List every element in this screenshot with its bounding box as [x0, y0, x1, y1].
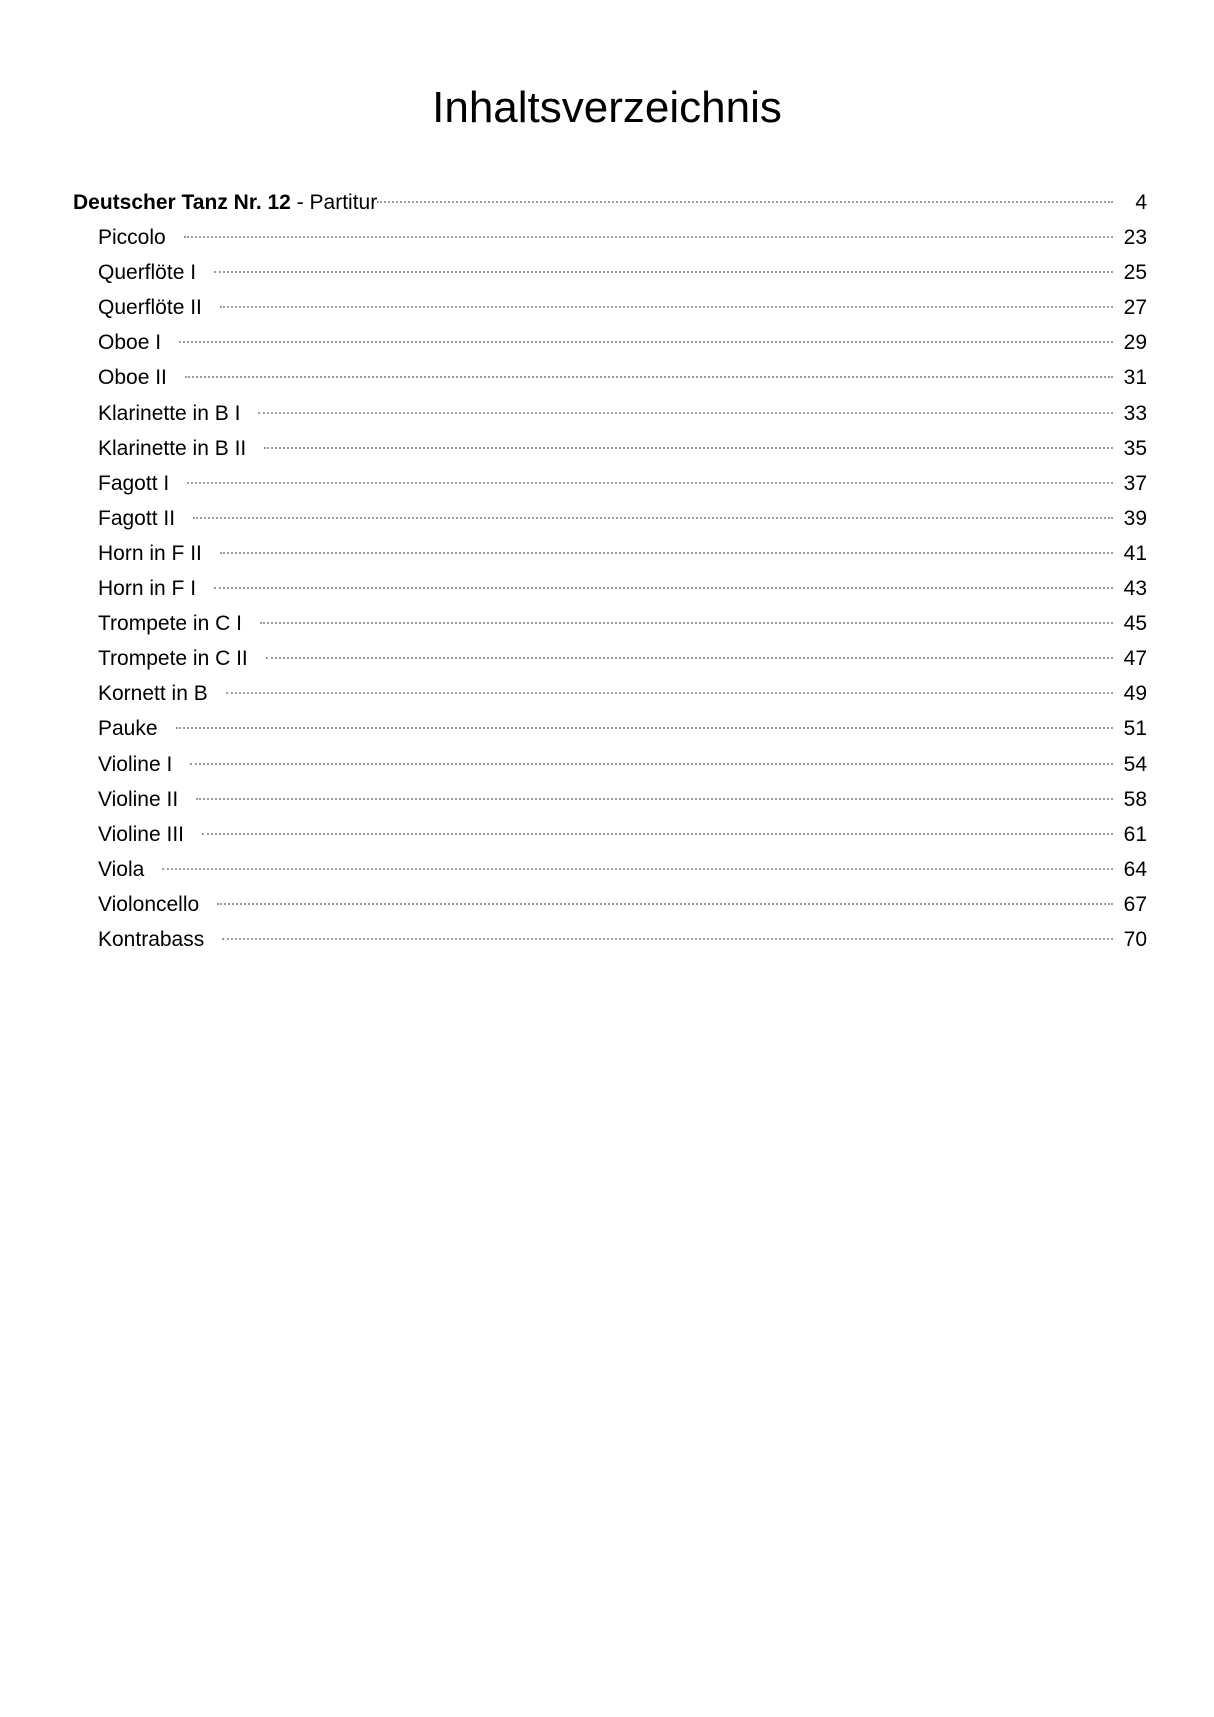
toc-entry-label: Querflöte I — [98, 261, 197, 285]
toc-page-number: 51 — [1123, 717, 1147, 741]
toc-entry-label: Kontrabass — [98, 927, 205, 951]
toc-page-number: 61 — [1123, 822, 1147, 846]
dot-leader — [222, 938, 1113, 940]
toc-entry-label: Violine I — [98, 752, 173, 776]
toc-entry-label: Querflöte II — [98, 296, 202, 320]
page-title: Inhaltsverzeichnis — [432, 83, 782, 132]
dot-leader — [179, 341, 1113, 343]
toc-page-number: 45 — [1123, 612, 1147, 636]
toc-entry-label: Violoncello — [98, 892, 200, 916]
dot-leader — [202, 833, 1113, 835]
table-of-contents — [73, 185, 1147, 957]
dot-leader — [196, 798, 1113, 800]
dot-leader — [217, 903, 1113, 905]
toc-entry-label: Trompete in C II — [98, 647, 248, 671]
toc-entry-label: Fagott II — [98, 506, 176, 530]
toc-page-number: 67 — [1123, 892, 1147, 916]
dot-leader — [226, 692, 1113, 694]
dot-leader — [193, 517, 1113, 519]
toc-entry-label: Klarinette in B I — [98, 401, 241, 425]
toc-page-number: 41 — [1123, 541, 1147, 565]
toc-entry-label: Violine II — [98, 787, 179, 811]
toc-page-number: 35 — [1123, 436, 1147, 460]
toc-entry-klarinette-1[interactable] — [73, 396, 1147, 431]
toc-entry-klarinette-2[interactable] — [73, 431, 1147, 466]
toc-entry-label: Horn in F II — [98, 541, 202, 565]
toc-entry-label — [73, 185, 377, 220]
toc-entry-title-bold: Deutscher Tanz Nr. 12 — [73, 191, 291, 214]
toc-page-number: 64 — [1123, 857, 1147, 881]
dot-leader — [214, 587, 1113, 589]
dot-leader — [260, 622, 1113, 624]
toc-entry-oboe-2[interactable] — [73, 360, 1147, 395]
toc-page-number: 31 — [1123, 366, 1147, 390]
toc-entry-label: Trompete in C I — [98, 612, 242, 636]
dot-leader — [190, 763, 1113, 765]
toc-page-number: 49 — [1123, 682, 1147, 706]
toc-entry-pauke[interactable] — [73, 711, 1147, 746]
toc-entry-piccolo[interactable] — [73, 220, 1147, 255]
toc-entry-trompete-1[interactable] — [73, 606, 1147, 641]
dot-leader — [162, 868, 1113, 870]
toc-entry-label: Oboe I — [98, 331, 162, 355]
toc-entry-label: Piccolo — [98, 226, 166, 250]
toc-page-number: 33 — [1123, 401, 1147, 425]
toc-entry-querfloete-2[interactable] — [73, 290, 1147, 325]
toc-entry-violine-3[interactable] — [73, 817, 1147, 852]
dot-leader — [266, 657, 1113, 659]
dot-leader — [176, 727, 1113, 729]
toc-entry-violoncello[interactable] — [73, 887, 1147, 922]
dot-leader — [258, 412, 1113, 414]
toc-entry-label: Pauke — [98, 717, 158, 741]
toc-page-number: 4 — [1135, 191, 1147, 214]
toc-page-number: 43 — [1123, 577, 1147, 601]
toc-entry-label: Horn in F I — [98, 577, 197, 601]
toc-entry-querfloete-1[interactable] — [73, 255, 1147, 290]
toc-page-number: 39 — [1123, 506, 1147, 530]
toc-entry-label: Fagott I — [98, 471, 170, 495]
dot-leader — [184, 236, 1113, 238]
toc-entry-label: Viola — [98, 857, 145, 881]
toc-entry-violine-2[interactable] — [73, 782, 1147, 817]
dot-leader — [220, 552, 1113, 554]
toc-page-number: 23 — [1123, 226, 1147, 250]
toc-page-number: 25 — [1123, 261, 1147, 285]
toc-page-number: 70 — [1123, 927, 1147, 951]
toc-page-number: 54 — [1123, 752, 1147, 776]
toc-page-number: 37 — [1123, 471, 1147, 495]
toc-main-entry[interactable] — [73, 185, 1147, 220]
toc-entry-kornett[interactable] — [73, 676, 1147, 711]
toc-entry-violine-1[interactable] — [73, 747, 1147, 782]
dot-leader — [185, 376, 1113, 378]
toc-entry-kontrabass[interactable] — [73, 922, 1147, 957]
toc-entry-title-rest: - Partitur — [290, 191, 378, 214]
dot-leader — [220, 306, 1113, 308]
toc-entry-fagott-2[interactable] — [73, 501, 1147, 536]
toc-page-number: 29 — [1123, 331, 1147, 355]
toc-entry-fagott-1[interactable] — [73, 466, 1147, 501]
toc-entry-label: Klarinette in B II — [98, 436, 247, 460]
toc-entry-horn-1[interactable] — [73, 571, 1147, 606]
toc-page-number: 47 — [1123, 647, 1147, 671]
dot-leader — [214, 271, 1113, 273]
toc-entry-oboe-1[interactable] — [73, 325, 1147, 360]
toc-entry-label: Oboe II — [98, 366, 167, 390]
toc-page-number: 27 — [1123, 296, 1147, 320]
dot-leader — [264, 447, 1113, 449]
toc-entry-trompete-2[interactable] — [73, 641, 1147, 676]
dot-leader — [377, 201, 1113, 203]
toc-entry-horn-2[interactable] — [73, 536, 1147, 571]
toc-page-number: 58 — [1123, 787, 1147, 811]
toc-entry-label: Violine III — [98, 822, 184, 846]
toc-entry-viola[interactable] — [73, 852, 1147, 887]
dot-leader — [187, 482, 1113, 484]
toc-entry-label: Kornett in B — [98, 682, 208, 706]
